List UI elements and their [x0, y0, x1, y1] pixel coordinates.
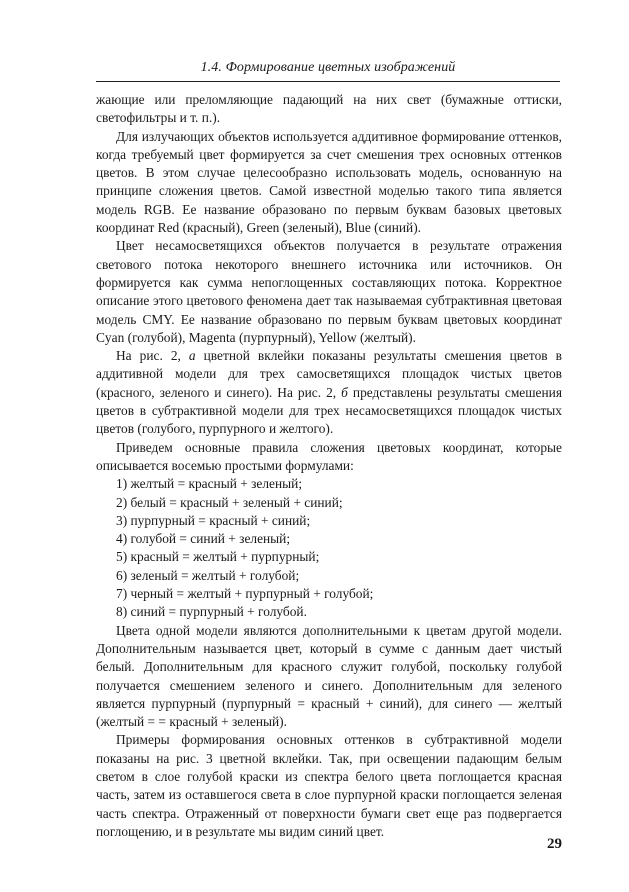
paragraph-continuation: жающие или преломляющие падающий на них свет (бумажные оттиски, светофильтры и т. п.). — [96, 92, 562, 126]
page-body — [96, 91, 562, 841]
rule-item: 5) красный = желтый + пурпурный; — [116, 549, 320, 565]
color-rules-list — [96, 475, 562, 621]
rule-item: 1) желтый = красный + зеленый; — [116, 476, 303, 492]
rule-item: 2) белый = красный + зеленый + синий; — [116, 494, 343, 510]
paragraph-additive-model: Для излучающих объектов используется аддитивное формирование оттенков, когда требуемый цвет формируется за счет смешения трех основных оттенков цветов. В этом случае целесообразно использовать модель, основанную на принципе сложения цветов. Самой известной моделью такого типа является модель RGB. Ее название образовано по первым буквам базовых цветовых координат Red (красный), Green (зеленый), Blue (синий). — [96, 128, 562, 236]
rule-item: 7) черный = желтый + пурпурный + голубой; — [116, 586, 374, 602]
figure-ref-a: а — [188, 348, 196, 364]
paragraph-complementary-colors: Цвета одной модели являются дополнительными к цветам другой модели. Дополнительным называется цвет, который в сумме с данным дает чистый белый. Дополнительным для красного служит голубой, поскольку голубой получается смешением зеленого и синего. Дополнительным для зеленого является пурпурный (пурпурный = красный + синий), для синего — желтый (желтый = = красный + зеленый). — [96, 622, 562, 730]
paragraph-figure-reference — [96, 347, 562, 438]
paragraph-subtractive-model: Цвет несамосветящихся объектов получается в результате отражения светового потока некоторого внешнего источника или источников. Он формируется как сумма непоглощенных составляющих потока. Корректное описание этого цветового феномена дает так называемая субтрактивная цветовая модель CMY. Ее название образовано по первым буквам цветовых координат Cyan (голубой), Magenta (пурпурный), Yellow (желтый). — [96, 238, 562, 345]
page-number: 29 — [547, 836, 562, 852]
figure-ref-text-3: представлены результаты смешения цветов в субтрактивной модели для трех несамосветящихся площадок чистых цветов (голубого, пурпурного и желтого). — [96, 384, 562, 437]
rule-item: 8) синий = пурпурный + голубой. — [116, 604, 307, 620]
header-divider — [96, 81, 560, 82]
rule-item: 6) зеленый = желтый + голубой; — [116, 567, 300, 583]
figure-ref-text-2: цветной вклейки показаны результаты смешения цветов в аддитивной модели для трех самосветящихся площадок чистых цветов (красного, зеленого и синего). На рис. 2, — [96, 348, 562, 400]
paragraph-subtractive-examples: Примеры формирования основных оттенков в субтрактивной модели показаны на рис. 3 цветной вклейки. Так, при освещении падающим белым светом в слое голубой краски из спектра белого цвета поглощается красная часть, затем из оставшегося света в слое пурпурной краски поглощается зеленая часть спектра. Отраженный от поверхности бумаги свет еще раз подвергается поглощению, и в результате мы видим синий цвет. — [96, 732, 562, 839]
figure-ref-text-1: На рис. 2, — [116, 348, 189, 364]
running-header: 1.4. Формирование цветных изображений — [200, 60, 456, 75]
rule-item: 3) пурпурный = красный + синий; — [116, 512, 311, 528]
figure-ref-b: б — [341, 384, 348, 400]
rule-item: 4) голубой = синий + зеленый; — [116, 531, 291, 547]
paragraph-rules-intro: Приведем основные правила сложения цветовых координат, которые описывается восемью простыми формулами: — [96, 439, 562, 473]
